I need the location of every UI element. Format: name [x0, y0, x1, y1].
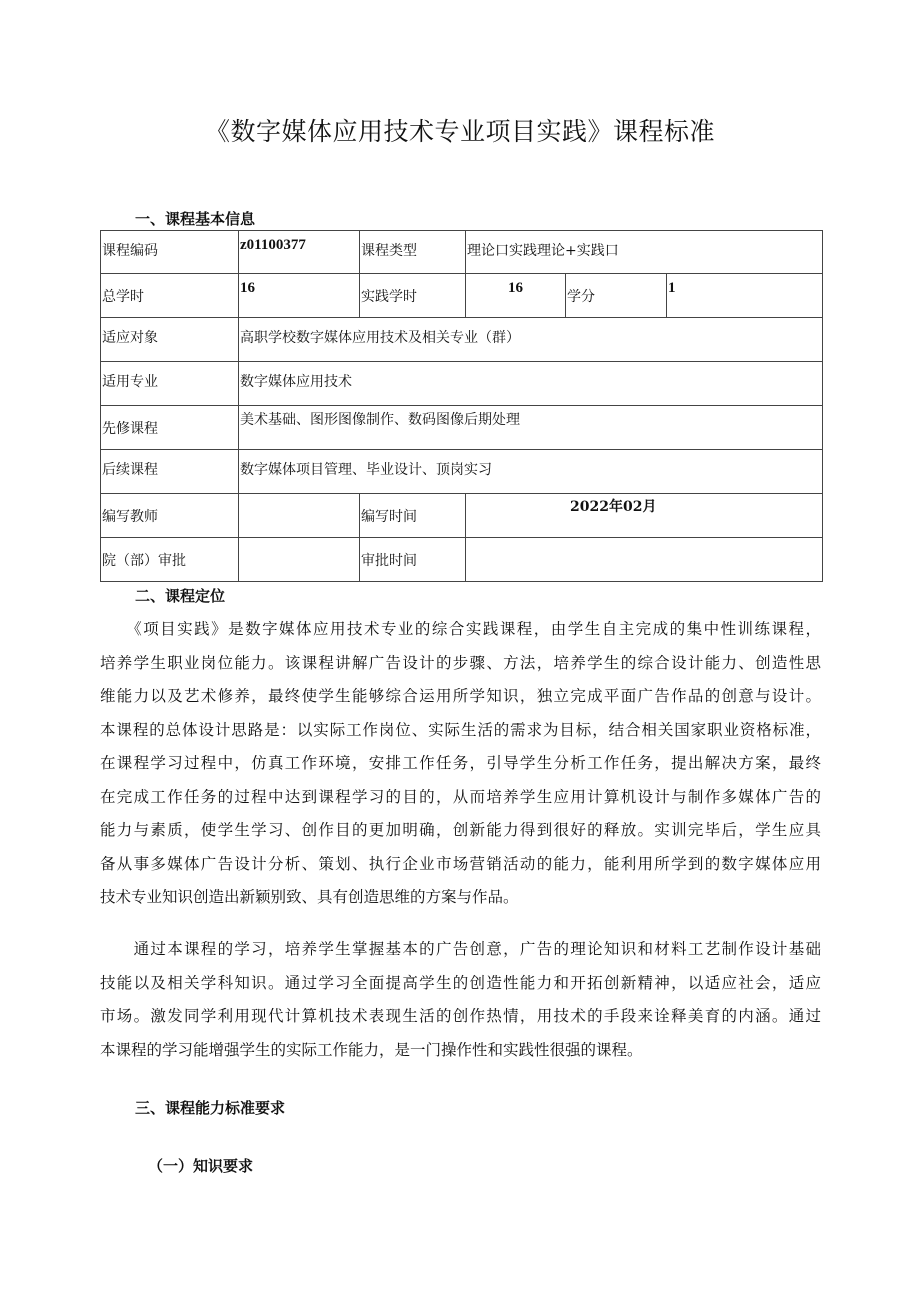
- major-label: 适用专业: [101, 362, 239, 406]
- paragraph-line: 本课程的学习能增强学生的实际工作能力，是一门操作性和实践性很强的课程。: [100, 1040, 643, 1059]
- follow-label: 后续课程: [101, 450, 239, 494]
- prereq-value: 美术基础、图形图像制作、数码图像后期处理: [239, 406, 823, 450]
- section-heading-positioning: 二、课程定位: [135, 587, 226, 605]
- course-code-label: 课程编码: [101, 231, 239, 274]
- total-hours-value: 16: [239, 274, 360, 318]
- approval-date-label: 审批时间: [360, 538, 466, 582]
- paragraph-line: 通过本课程的学习，培养学生掌握基本的广告创意，广告的理论知识和材料工艺制作设计基础: [100, 940, 821, 958]
- document-title: 《数字媒体应用技术专业项目实践》课程标准: [204, 117, 715, 146]
- course-type-label: 课程类型: [360, 231, 466, 274]
- target-label: 适应对象: [101, 318, 239, 362]
- paragraph-line: 《项目实践》是数字媒体应用技术专业的综合实践课程，由学生自主完成的集中性训练课程，: [100, 620, 821, 638]
- date-value: 2022年02月: [466, 494, 823, 538]
- author-value: [239, 494, 360, 538]
- course-code-value: z01100377: [239, 231, 360, 274]
- paragraph-line: 维能力以及艺术修养，最终使学生能够综合运用所学知识，独立完成平面广告作品的创意与设计。: [100, 687, 821, 705]
- paragraph-line: 本课程的总体设计思路是：以实际工作岗位、实际生活的需求为目标，结合相关国家职业资格标准，: [100, 720, 821, 739]
- subsection-heading-knowledge: （一）知识要求: [148, 1157, 254, 1175]
- paragraph-line: 备从事多媒体广告设计分析、策划、执行企业市场营销活动的能力，能利用所学到的数字媒体应用: [100, 854, 821, 873]
- paragraph-line: 市场。激发同学利用现代计算机技术表现生活的创作热情，用技术的手段来诠释美育的内涵。通过: [100, 1007, 821, 1025]
- paragraph-line: 在完成工作任务的过程中达到课程学习的目的，从而培养学生应用计算机设计与制作多媒体广告的: [100, 787, 821, 806]
- paragraph-goals: [100, 933, 821, 1067]
- paragraph-line: 培养学生职业岗位能力。该课程讲解广告设计的步骤、方法，培养学生的综合设计能力、创造性思: [100, 653, 821, 672]
- approval-value: [239, 538, 360, 582]
- follow-value: 数字媒体项目管理、毕业设计、顶岗实习: [239, 450, 823, 494]
- total-hours-label: 总学时: [101, 274, 239, 318]
- course-info-table: [100, 230, 823, 582]
- credits-label: 学分: [566, 274, 667, 318]
- approval-label: 院（部）审批: [101, 538, 239, 582]
- paragraph-line: 技能以及相关学科知识。通过学习全面提高学生的创造性能力和开拓创新精神，以适应社会，适应: [100, 973, 821, 992]
- paragraph-positioning: [100, 613, 821, 915]
- target-value: 高职学校数字媒体应用技术及相关专业（群）: [239, 318, 823, 362]
- paragraph-line: 能力与素质，使学生学习、创作目的更加明确，创新能力得到很好的释放。实训完毕后，学生应具: [100, 821, 821, 839]
- paragraph-line: 在课程学习过程中，仿真工作环境，安排工作任务，引导学生分析工作任务，提出解决方案，最终: [100, 754, 821, 772]
- date-label: 编写时间: [360, 494, 466, 538]
- author-label: 编写教师: [101, 494, 239, 538]
- section-heading-basic-info: 一、课程基本信息: [135, 210, 256, 228]
- approval-date-value: [466, 538, 823, 582]
- section-heading-standards: 三、课程能力标准要求: [135, 1099, 286, 1117]
- paragraph-line: 技术专业知识创造出新颖别致、具有创造思维的方案与作品。: [100, 888, 519, 906]
- practice-hours-value: 16: [466, 274, 566, 318]
- practice-hours-label: 实践学时: [360, 274, 466, 318]
- major-value: 数字媒体应用技术: [239, 362, 823, 406]
- credits-value: 1: [667, 274, 823, 318]
- prereq-label: 先修课程: [101, 406, 239, 450]
- course-type-value: 理论口实践理论+实践口: [466, 231, 823, 274]
